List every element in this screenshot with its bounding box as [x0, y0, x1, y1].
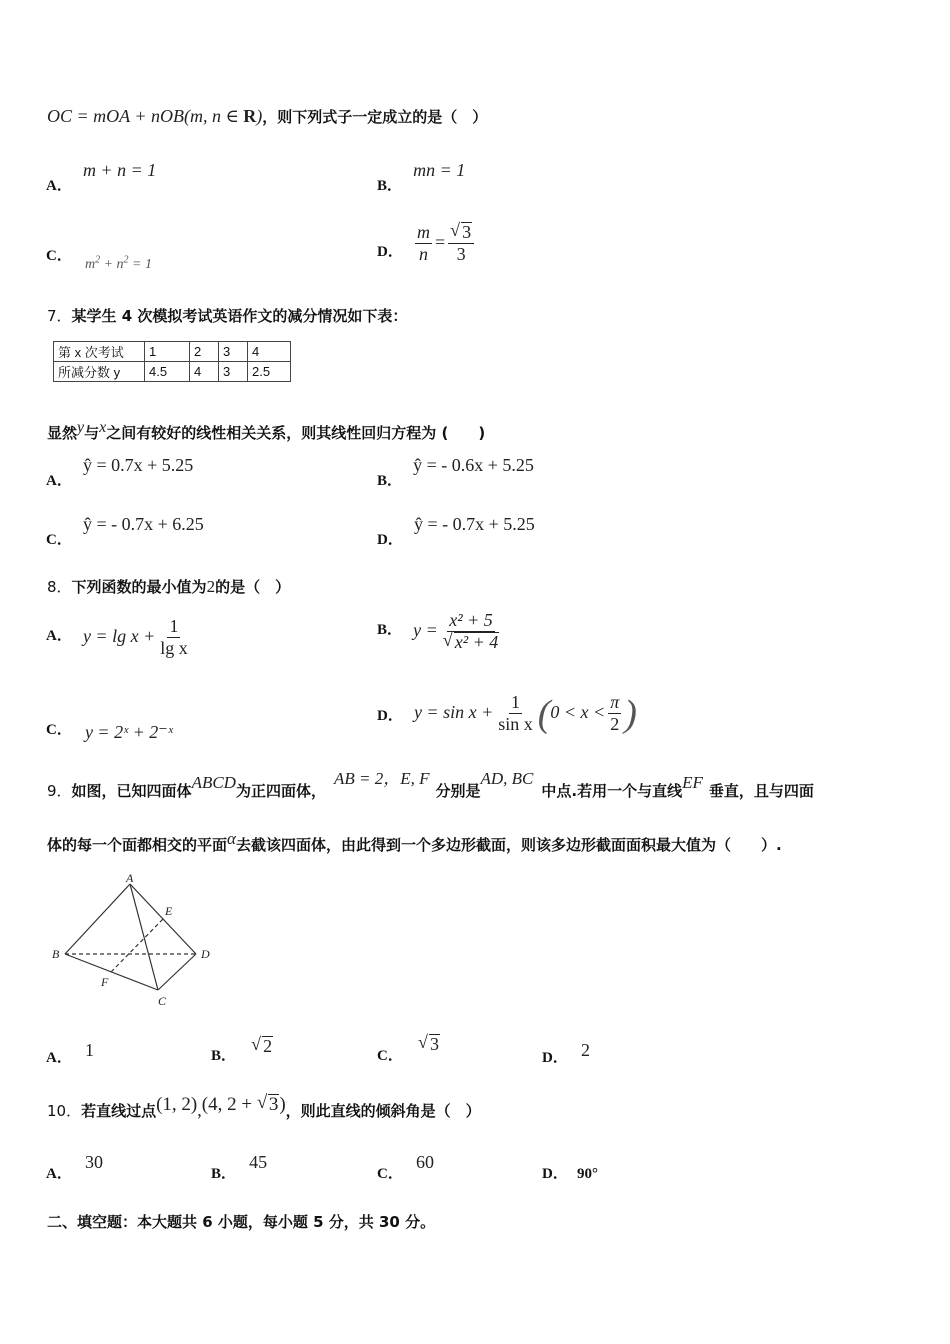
q9-stem-line1: 9．如图，已知四面体ABCD为正四面体，AB = 2，E, F分别是AD, BC中点.若用一个与直线EF 垂直，且与四面 [47, 769, 814, 800]
q10-option-c[interactable]: C． 60 [377, 1152, 434, 1182]
label-d: D [201, 947, 210, 961]
q7-option-d[interactable]: D． ŷ = - 0.7x + 5.25 [377, 514, 535, 548]
label-c: C [158, 994, 167, 1008]
q8-stem: 8．下列函数的最小值为2的是（ ） [47, 577, 291, 596]
q9-tetrahedron-figure [48, 870, 218, 1010]
edge-cd [158, 954, 196, 990]
q8-option-a[interactable]: A． y = lg x + $\frac{1}{\text{lg x}}$ [46, 616, 188, 658]
label-a: A [126, 871, 134, 885]
q6-option-c[interactable]: C． $m^2 + n^2 = 1$ [46, 248, 152, 272]
q10-option-a[interactable]: A． 30 [46, 1152, 103, 1182]
q8-option-c[interactable]: C． y = 2ˣ + 2⁻ˣ [46, 722, 173, 742]
label-b: B [52, 947, 60, 961]
edge-ab [65, 884, 130, 954]
q7-option-c[interactable]: C． ŷ = - 0.7x + 6.25 [46, 514, 204, 548]
segment-ef [111, 919, 163, 972]
edge-ad [130, 884, 196, 954]
q10-option-b[interactable]: B． 45 [211, 1152, 268, 1182]
q7-table-header-x: 第 x 次考试 [54, 342, 145, 362]
q8-option-d[interactable]: D． y = sin x + $\frac{1}{\text{sin x}}$ (0 < x < $\frac{\pi}{2}$ ) [377, 692, 637, 735]
q6-vector-expr: OC = mOA + nOB(m, n ∈ R) [47, 106, 263, 126]
q10-option-d[interactable]: D． 90° [542, 1166, 598, 1182]
label-e: E [165, 904, 173, 918]
q6-question-text: ，则下列式子一定成立的是（ ） [262, 108, 488, 126]
edge-ac [130, 884, 158, 990]
q6-option-d[interactable]: D． $\frac{m}{n}$ = √ $\frac{3}{3}$ [377, 222, 477, 265]
q6-option-b[interactable]: B． mn = 1 [377, 160, 466, 194]
q9-option-c[interactable]: C． √ 3 [377, 1034, 440, 1055]
q9-option-a[interactable]: A． 1 [46, 1040, 94, 1066]
q7-table-header-y: 所减分数 y [54, 362, 145, 382]
q7-table: 第 x 次考试 1 2 3 4 所减分数 y 4.5 4 3 2.5 [53, 341, 291, 382]
q10-stem: 10．若直线过点(1, 2),(4, 2 + √ 3)，则此直线的倾斜角是（ ） [47, 1100, 481, 1122]
q7-prompt: 显然y与x之间有较好的线性相关关系，则其线性回归方程为 ( ) [47, 419, 486, 442]
q6-option-a[interactable]: A． m + n = 1 [46, 160, 157, 194]
q9-option-d[interactable]: D． 2 [542, 1040, 590, 1066]
q9-stem-line2: 体的每一个面都相交的平面α去截该四面体，由此得到一个多边形截面，则该多边形截面面积最大值为（ ）. [47, 829, 782, 854]
q6-stem [47, 106, 487, 127]
q8-option-b[interactable]: B． y = x² + 5 √ x² + 4 [377, 610, 504, 653]
label-f: F [101, 975, 109, 989]
q7-stem: 7．某学生 4 次模拟考试英语作文的减分情况如下表： [47, 307, 408, 325]
q9-option-b[interactable]: B． √ 2 [211, 1036, 273, 1057]
q7-option-a[interactable]: A． ŷ = 0.7x + 5.25 [46, 455, 194, 489]
section2-heading: 二、填空题：本大题共 6 小题，每小题 5 分，共 30 分。 [47, 1213, 436, 1231]
q7-option-b[interactable]: B． ŷ = - 0.6x + 5.25 [377, 455, 534, 489]
